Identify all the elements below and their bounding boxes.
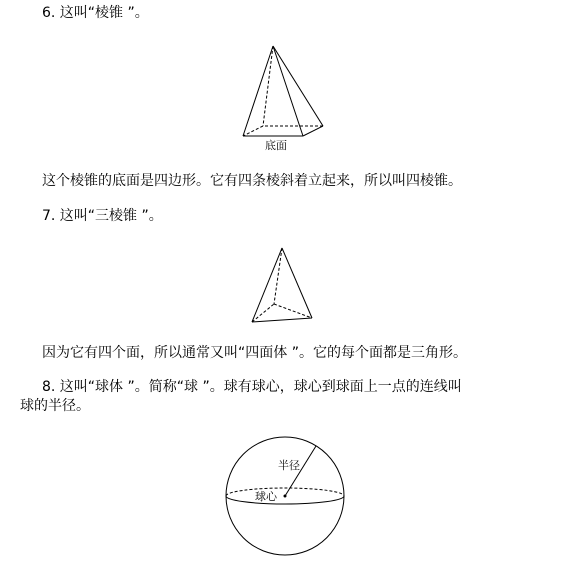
triangular-pyramid-figure bbox=[250, 246, 320, 326]
center-point bbox=[284, 495, 287, 498]
base-front-edge bbox=[252, 318, 312, 322]
lateral-edge-left bbox=[252, 248, 282, 322]
section-8-heading-line1: 8. 这叫“球体 ”。简称“球 ”。球有球心，球心到球面上一点的连线叫 bbox=[42, 379, 462, 395]
square-pyramid-figure bbox=[240, 43, 330, 153]
sphere-figure bbox=[221, 432, 351, 562]
section-8-heading-line2: 球的半径。 bbox=[20, 398, 90, 414]
lateral-edge-right bbox=[282, 248, 312, 318]
base-label: 底面 bbox=[265, 139, 287, 152]
lateral-edge-back bbox=[274, 248, 282, 304]
section-7-heading: 7. 这叫“三棱锥 ”。 bbox=[42, 208, 163, 224]
lateral-edge-back-left bbox=[263, 46, 273, 126]
section-6-description: 这个棱锥的底面是四边形。它有四条棱斜着立起来，所以叫四棱锥。 bbox=[42, 173, 462, 189]
lateral-edge-back-right bbox=[273, 46, 323, 126]
base-back-right-edge bbox=[274, 304, 312, 318]
lateral-edge-front-left bbox=[243, 46, 273, 136]
lateral-edge-front-right bbox=[273, 46, 303, 136]
section-7-description: 因为它有四个面，所以通常又叫“四面体 ”。它的每个面都是三角形。 bbox=[42, 345, 467, 361]
base-right-edge bbox=[303, 126, 323, 136]
radius-label: 半径 bbox=[278, 459, 300, 472]
center-label: 球心 bbox=[255, 490, 277, 503]
section-6-heading: 6. 这叫“棱锥 ”。 bbox=[42, 5, 149, 21]
